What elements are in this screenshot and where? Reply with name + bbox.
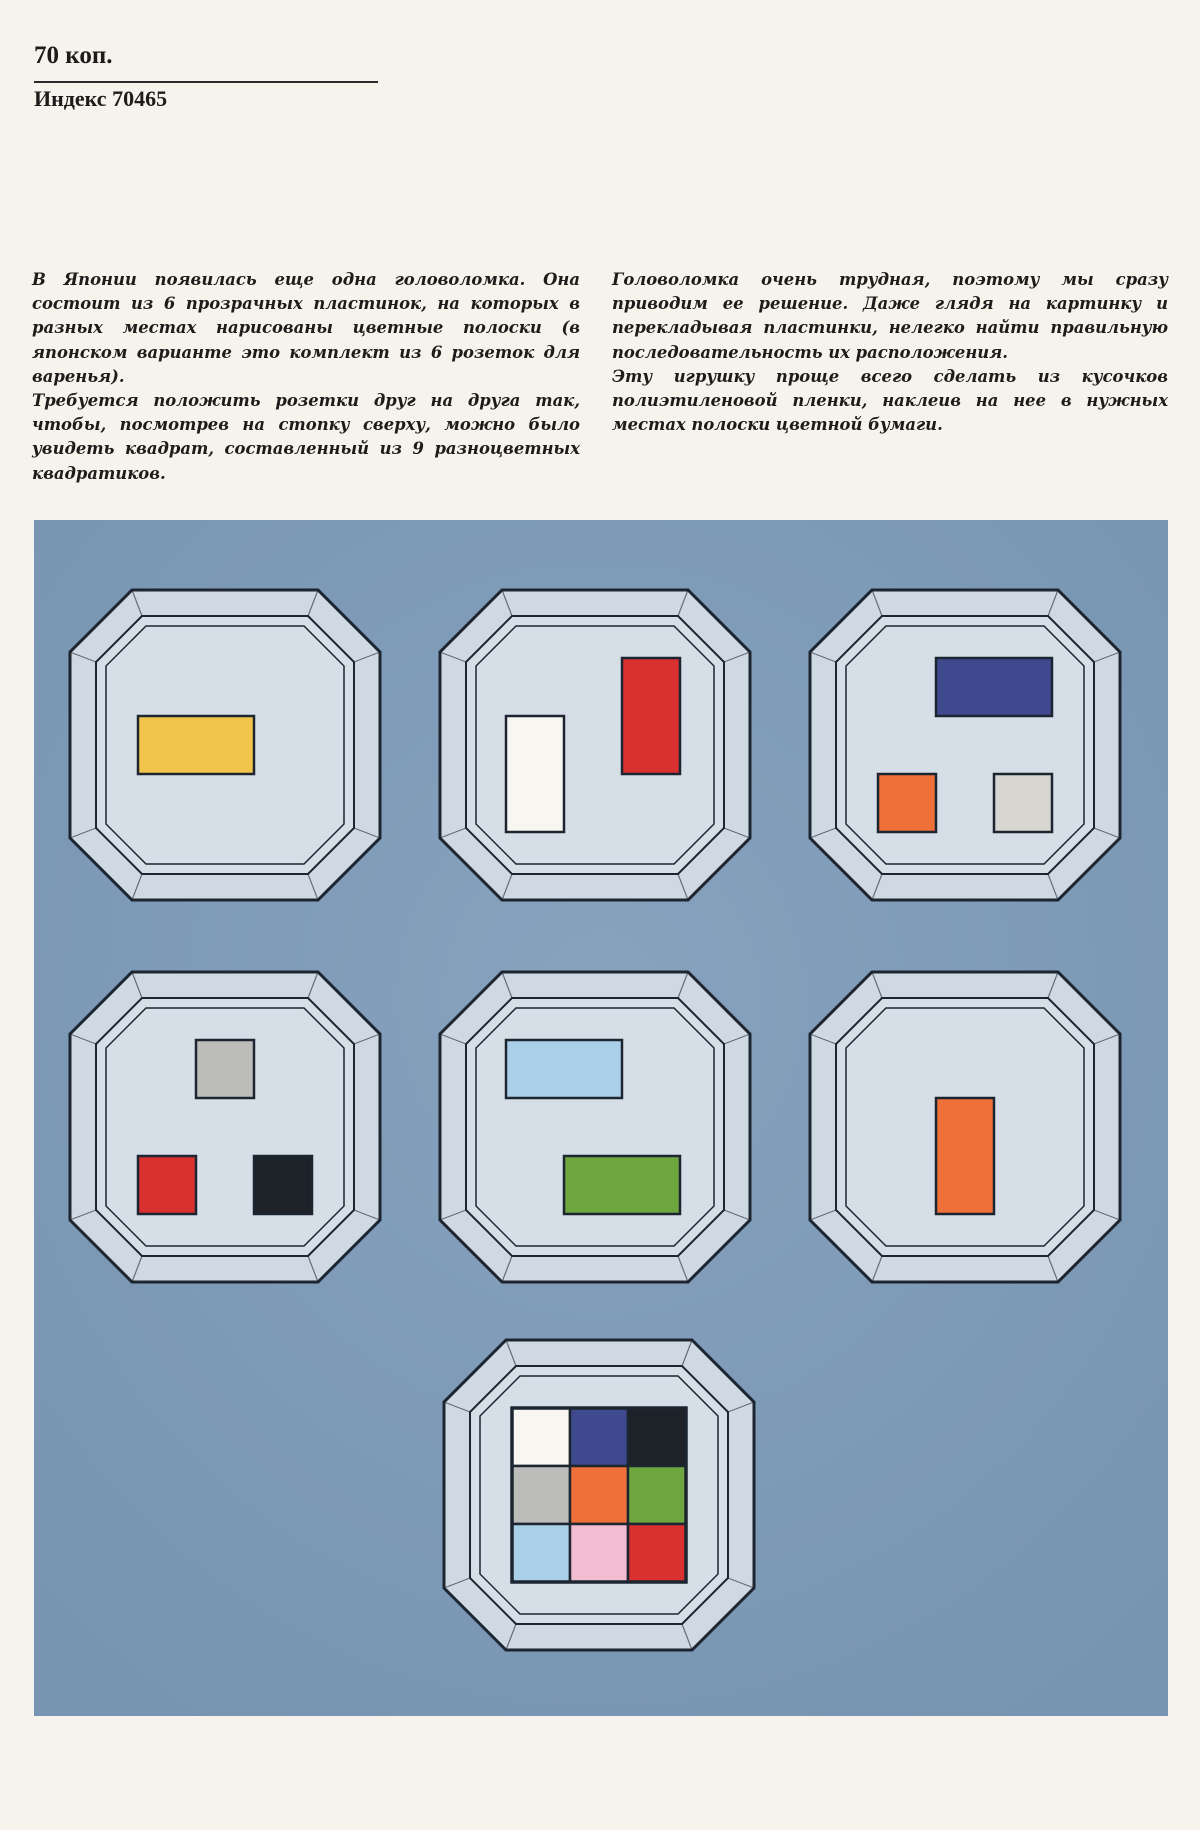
tile-gray-square — [196, 1040, 254, 1098]
price: 70 коп. — [34, 42, 113, 69]
tile-navy-bar — [936, 658, 1052, 716]
solution-cell — [570, 1524, 628, 1582]
tile-orange-square — [878, 774, 936, 832]
puzzle-illustration-svg — [34, 520, 1168, 1716]
solution-cell — [628, 1524, 686, 1582]
solution-cell — [512, 1466, 570, 1524]
plate-3-rim — [836, 616, 1094, 874]
tile-lightgray-square — [994, 774, 1052, 832]
paragraph: Требуется положить розетки друг на друга так, чтобы, посмотрев на стопку сверху, можно было увидеть квадрат, составленный из 9 разноцветных квадратиков. — [32, 391, 580, 483]
puzzle-illustration — [34, 520, 1168, 1716]
solution-cell — [512, 1524, 570, 1582]
plate-2-rim — [466, 616, 724, 874]
solution-cell — [628, 1466, 686, 1524]
tile-red-square — [138, 1156, 196, 1214]
solution-cell — [570, 1408, 628, 1466]
tile-white-bar — [506, 716, 564, 832]
index-number: Индекс 70465 — [34, 86, 168, 111]
tile-yellow-bar — [138, 716, 254, 774]
article-right-column — [612, 268, 1168, 437]
tile-red-bar — [622, 658, 680, 774]
paragraph: В Японии появилась еще одна головоломка. Она состоит из 6 прозрачных пластинок, на которых в разных местах нарисованы цветные полоски (в японском варианте это комплект из 6 розеток для варенья). — [32, 270, 580, 386]
solution-cell — [512, 1408, 570, 1466]
paragraph: Эту игрушку проще всего сделать из кусочков полиэтиленовой пленки, наклеив на нее в нужных местах полоски цветной бумаги. — [612, 366, 1168, 435]
tile-lightblue-bar — [506, 1040, 622, 1098]
solution-cell — [628, 1408, 686, 1466]
header-rule — [34, 81, 378, 83]
article-left-column — [32, 268, 580, 486]
tile-black-square — [254, 1156, 312, 1214]
plate-5-rim — [466, 998, 724, 1256]
tile-green-bar — [564, 1156, 680, 1214]
solution-cell — [570, 1466, 628, 1524]
plate-4-rim — [96, 998, 354, 1256]
tile-orange-bar — [936, 1098, 994, 1214]
paragraph: Головоломка очень трудная, поэтому мы сразу приводим ее решение. Даже глядя на картинку и перекладывая пластинки, нелегко найти правильную последовательность их расположения. — [612, 270, 1168, 362]
